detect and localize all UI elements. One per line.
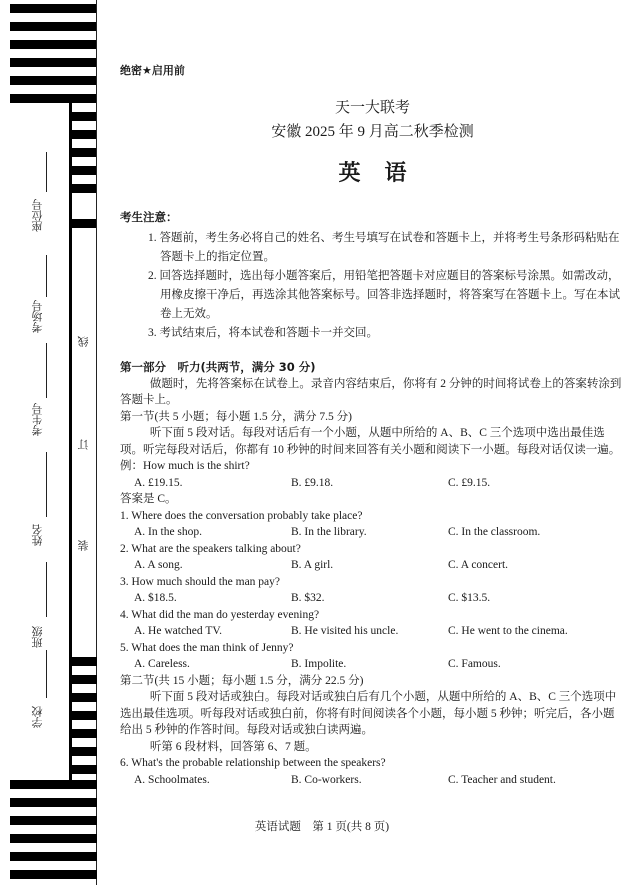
binding-mark-line: 线 bbox=[77, 336, 90, 347]
question-5-options bbox=[120, 656, 625, 673]
exam-subtitle: 安徽 2025 年 9 月高二秋季检测 bbox=[271, 124, 474, 140]
binding-bar bbox=[70, 711, 97, 720]
binding-bar bbox=[10, 40, 97, 49]
option-a: A. In the shop. bbox=[134, 526, 203, 538]
question-5: 5. What does the man think of Jenny? bbox=[120, 641, 294, 654]
option-c: C. A concert. bbox=[448, 559, 509, 571]
section2-title: 第二节(共 15 小题；每小题 1.5 分，满分 22.5 分) bbox=[120, 674, 364, 687]
school-label: 学校 bbox=[31, 706, 44, 728]
option-a: A. $18.5. bbox=[134, 592, 177, 604]
option-c: C. Famous. bbox=[448, 658, 501, 670]
class-label: 班级 bbox=[31, 626, 44, 648]
question-3-options bbox=[120, 590, 625, 607]
binding-bar bbox=[70, 729, 97, 738]
option-c: C. $13.5. bbox=[448, 592, 491, 604]
confidential-label: 绝密★启用前 bbox=[120, 64, 185, 77]
subject-title: 英语 bbox=[338, 161, 431, 186]
exam-room-label: 考场号 bbox=[31, 300, 44, 334]
option-b: B. A girl. bbox=[291, 559, 334, 571]
question-2: 2. What are the speakers talking about? bbox=[120, 542, 301, 555]
option-a: A. Careless. bbox=[134, 658, 190, 670]
school-line[interactable] bbox=[46, 650, 47, 698]
question-3: 3. How much should the man pay? bbox=[120, 575, 281, 588]
binding-mark-staple: 订 bbox=[77, 439, 90, 450]
option-a: A. He watched TV. bbox=[134, 625, 223, 637]
question-6: 6. What's the probable relationship between the speakers? bbox=[120, 757, 386, 769]
binding-bar bbox=[10, 22, 97, 31]
option-c: C. In the classroom. bbox=[448, 526, 541, 538]
option-c: C. Teacher and student. bbox=[448, 773, 556, 786]
exam-name: 天一大联考 bbox=[334, 100, 410, 116]
part1-intro: 做题时，先将答案标在试卷上。录音内容结束后，你将有 2 分钟的时间将试卷上的答案转涂到答题卡上。 bbox=[120, 377, 622, 406]
binding-bar bbox=[70, 130, 97, 139]
exam-room-line[interactable] bbox=[46, 255, 47, 297]
binding-bar bbox=[70, 184, 97, 193]
binding-bar bbox=[10, 780, 97, 789]
material-note: 听第 6 段材料，回答第 6、7 题。 bbox=[149, 740, 317, 753]
example-question: 例：How much is the shirt? bbox=[120, 460, 250, 472]
section1-title: 第一节(共 5 小题；每小题 1.5 分，满分 7.5 分) bbox=[120, 410, 352, 423]
binding-bar bbox=[70, 657, 97, 666]
part1-title: 第一部分 听力(共两节，满分 30 分) bbox=[120, 360, 316, 374]
option-c: C. He went to the cinema. bbox=[448, 625, 568, 637]
option-a: A. A song. bbox=[134, 559, 183, 571]
binding-strip bbox=[0, 0, 100, 885]
question-2-options bbox=[120, 557, 625, 574]
question-4: 4. What did the man do yesterday evening? bbox=[120, 608, 320, 621]
binding-bar bbox=[70, 693, 97, 702]
name-line[interactable] bbox=[46, 452, 47, 517]
page-footer: 英语试题 第 1 页(共 8 页) bbox=[254, 821, 390, 833]
example-options bbox=[120, 475, 625, 492]
binding-bar bbox=[10, 94, 97, 103]
binding-bar bbox=[10, 76, 97, 85]
binding-bar bbox=[70, 112, 97, 121]
question-6-options bbox=[120, 772, 625, 789]
option-b: B. $32. bbox=[291, 592, 325, 604]
class-line[interactable] bbox=[46, 562, 47, 617]
seat-number-line[interactable] bbox=[46, 152, 47, 192]
question-1-options bbox=[120, 524, 625, 541]
binding-bar bbox=[70, 219, 97, 228]
binding-mark-bind: 装 bbox=[77, 540, 90, 551]
notice-item: 3. 考试结束后，将本试卷和答题卡一并交回。 bbox=[148, 327, 378, 339]
binding-bar bbox=[10, 798, 97, 807]
notice-item: 2. 回答选择题时，选出每小题答案后，用铅笔把答题卡对应题目的答案标号涂黑。如需改动，用橡皮擦干净后，再选涂其他答案标号。回答非选择题时，将答案写在答题卡上。写在本试卷上无效。 bbox=[148, 270, 620, 320]
exam-page bbox=[120, 62, 625, 788]
binding-bar bbox=[70, 765, 97, 774]
binding-bar bbox=[70, 747, 97, 756]
option-c: C. £9.15. bbox=[448, 476, 491, 489]
question-4-options bbox=[120, 623, 625, 640]
binding-bar bbox=[10, 834, 97, 843]
option-b: B. Impolite. bbox=[291, 658, 347, 670]
binding-bar bbox=[70, 148, 97, 157]
section2-instructions: 听下面 5 段对话或独白。每段对话或独白后有几个小题，从题中所给的 A、B、C 三个选项中选出最佳选项。听每段对话或独白前，你将有时间阅读各个小题，每小题 5 秒钟；听完后，各小题给出 5 秒钟的作答时间。每段对话或独白读两遍。 bbox=[120, 691, 617, 736]
notice-list bbox=[120, 229, 625, 343]
binding-bar bbox=[10, 58, 97, 67]
part1-listening bbox=[120, 359, 625, 788]
name-label: 姓名 bbox=[31, 524, 44, 546]
binding-bar bbox=[10, 852, 97, 861]
option-b: B. In the library. bbox=[291, 526, 367, 538]
notice-heading: 考生注意： bbox=[120, 210, 178, 224]
binding-bar bbox=[70, 166, 97, 175]
option-b: B. He visited his uncle. bbox=[291, 625, 399, 637]
option-b: B. £9.18. bbox=[291, 476, 334, 489]
binding-bar bbox=[10, 4, 97, 13]
candidate-number-label: 考生号 bbox=[31, 403, 44, 437]
question-1: 1. Where does the conversation probably take place? bbox=[120, 509, 363, 522]
option-b: B. Co-workers. bbox=[291, 773, 362, 786]
candidate-number-line[interactable] bbox=[46, 343, 47, 398]
option-a: A. Schoolmates. bbox=[134, 773, 210, 786]
binding-bar bbox=[10, 870, 97, 879]
option-a: A. £19.15. bbox=[134, 476, 183, 489]
notice-item: 1. 答题前，考生务必将自己的姓名、考生号填写在试卷和答题卡上，并将考生号条形码粘贴在答题卡上的指定位置。 bbox=[148, 232, 620, 263]
seat-number-label: 座位号 bbox=[31, 199, 44, 233]
example-answer: 答案是 C。 bbox=[120, 493, 177, 505]
binding-bar bbox=[70, 675, 97, 684]
section1-instructions: 听下面 5 段对话。每段对话后有一个小题，从题中所给的 A、B、C 三个选项中选出最佳选项。听完每段对话后，你都有 10 秒钟的时间来回答有关小题和阅读下一小题。每段对话仅读一遍。 bbox=[120, 427, 621, 456]
